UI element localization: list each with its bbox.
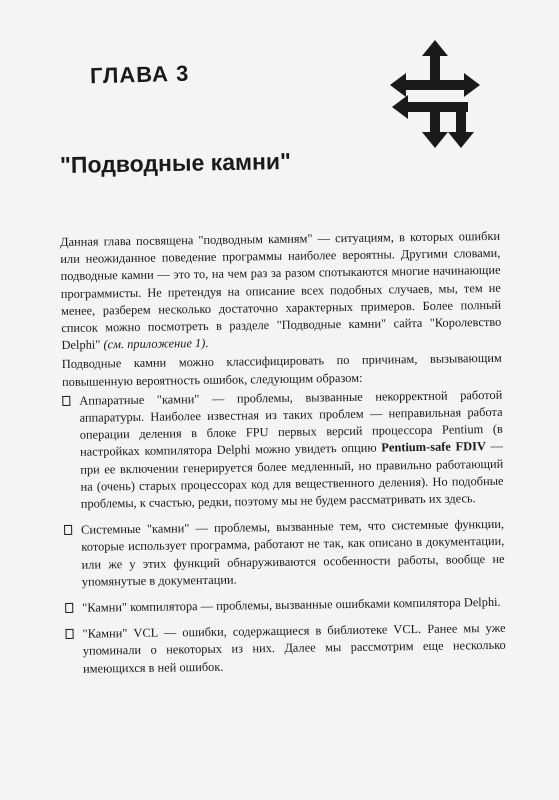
appendix-reference: (см. приложение 1)	[103, 336, 206, 352]
pitfall-list	[62, 387, 506, 678]
list-item: Системные "камни" — проблемы, вызванные тем, что системные функции, которые использует программа, работают не так, как описано в документации, или же у этих функций обнаруживаются особенности работы, вообще не упомянутые в документации.	[64, 516, 505, 591]
checkbox-bullet-icon	[62, 396, 70, 406]
list-item: "Камни" компилятора — проблемы, вызванные ошибками компилятора Delphi.	[65, 594, 505, 617]
classification-paragraph: Подводные камни можно классифицировать по причинам, вызывающим повышенную вероятность ошибок, следующим образом:	[61, 351, 502, 389]
page-title: "Подводные камни"	[59, 147, 292, 179]
intro-paragraph: Данная глава посвящена "подводным камням" — ситуациям, в которых ошибки или неожиданное поведение программы наиболее вероятны. Другими словами, подводные камни — это то, на чем раз за разом спотыкаются многие начинающие программисты. Не претендуя на описание всех подобных случаев, мы, тем не менее, разберем несколько достаточно характерных примеров. Более полный список можно посмотреть в разделе "Подводные камни" сайта "Королевство Delphi" (см. приложение 1).	[60, 228, 502, 353]
list-item: "Камни" VCL — ошибки, содержащиеся в библиотеке VCL. Ранее мы уже упоминали о некоторых из них. Далее мы рассмотрим еще несколько имеющихся в ней ошибок.	[65, 620, 506, 678]
checkbox-bullet-icon	[66, 629, 74, 639]
list-item: Аппаратные "камни" — проблемы, вызванные некорректной работой аппаратуры. Наиболее известная из таких проблем — неправильная работа операции деления в блоке FPU первых версий процессора Pentium (в настройках компилятора Delphi можно увидеть опцию Pentium-safe FDIV — при ее включении генерируется более медленный, но правильно работающий на (очень) старых процессорах код для вещественного деления). Но подобные проблемы, к счастью, редки, поэтому мы не будем рассматривать их здесь.	[62, 387, 504, 514]
checkbox-bullet-icon	[65, 603, 73, 613]
body-text	[60, 228, 506, 687]
chapter-label: ГЛАВА 3	[89, 60, 190, 89]
arrows-logo-icon	[390, 40, 485, 150]
checkbox-bullet-icon	[64, 525, 72, 535]
